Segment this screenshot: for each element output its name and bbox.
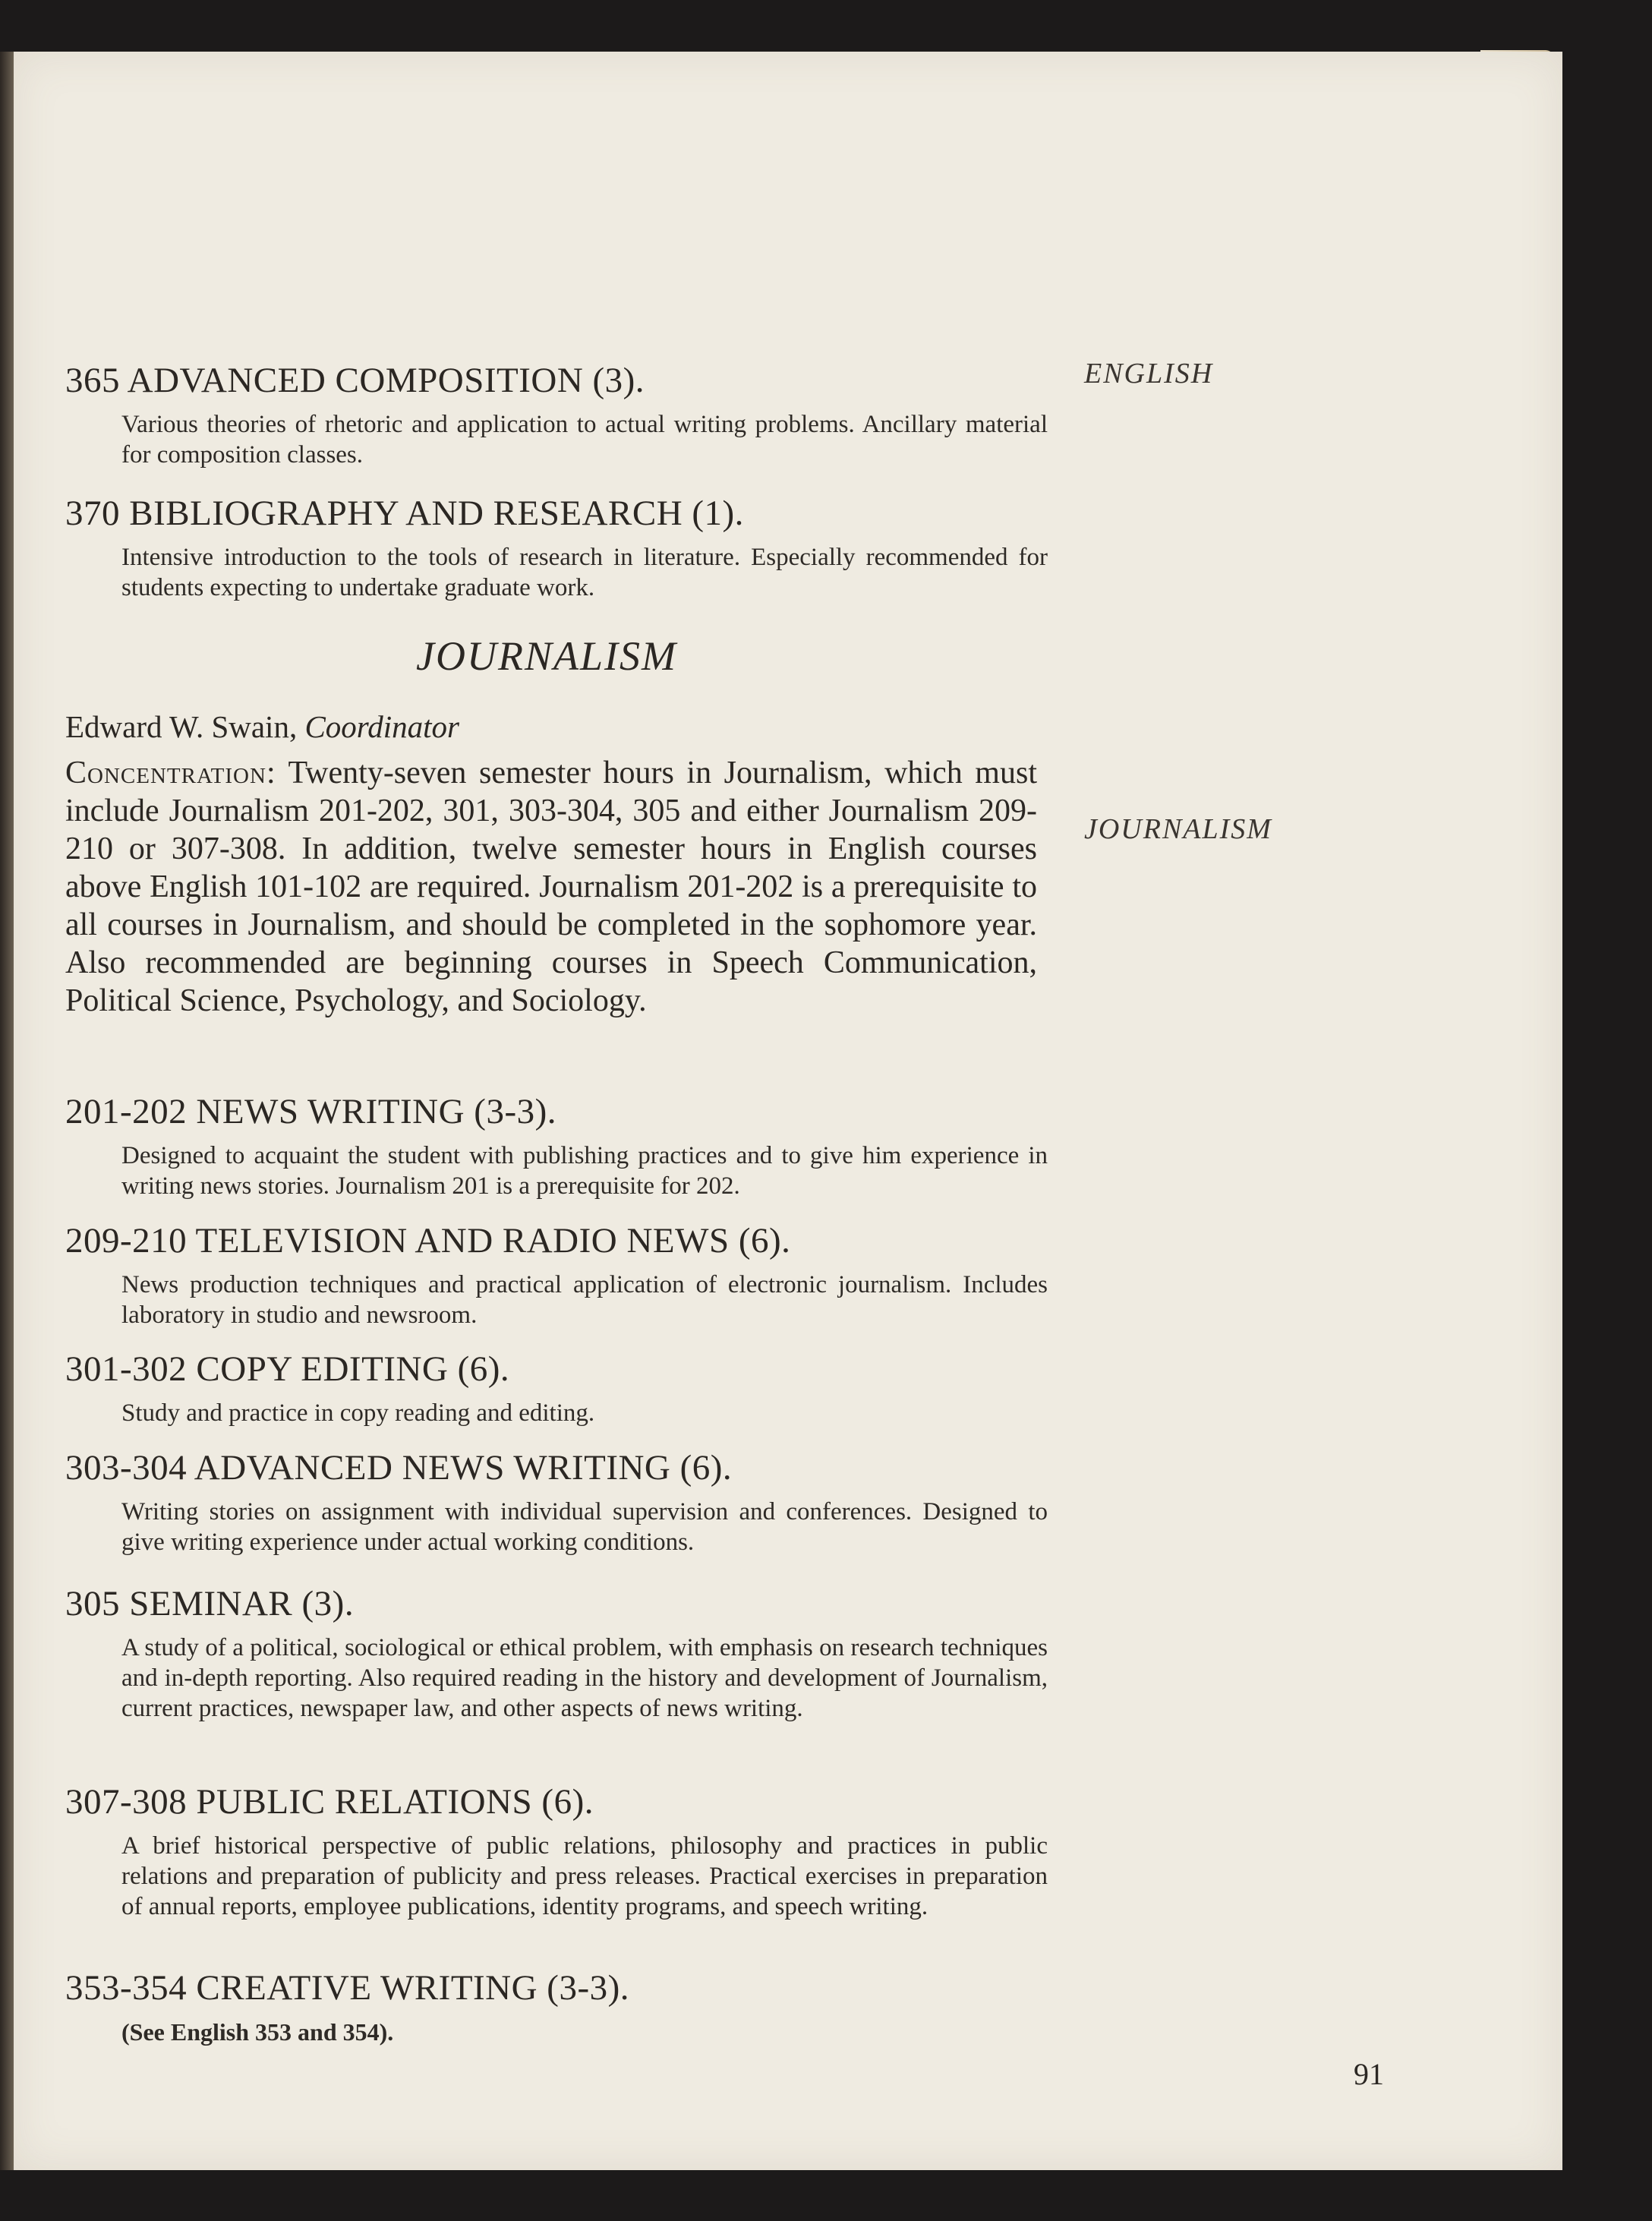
course-title: 201-202 NEWS WRITING (3-3). [65, 1092, 557, 1131]
course-description: A study of a political, sociological or ethical problem, with emphasis on research techniques and in-depth reporting. Also required reading in the history and development of Journalism, current practices, newspaper law, and other aspects of news writing. [121, 1634, 1048, 1722]
course-description: Various theories of rhetoric and application to actual writing problems. Ancillary material for composition classes. [121, 411, 1048, 468]
course-title: 353-354 CREATIVE WRITING (3-3). [65, 1968, 630, 2008]
course-entry [65, 1784, 1052, 1922]
side-label-english: ENGLISH [1084, 358, 1214, 390]
course-title: 365 ADVANCED COMPOSITION (3). [65, 361, 645, 400]
course-title: 303-304 ADVANCED NEWS WRITING (6). [65, 1448, 733, 1488]
course-description: A brief historical perspective of public relations, philosophy and practices in public relations and preparation of publicity and press releases. Practical exercises in preparation of annual reports, employee publications, identity programs, and speech writing. [121, 1832, 1048, 1920]
course-title: 370 BIBLIOGRAPHY AND RESEARCH (1). [65, 494, 744, 533]
book-binding [0, 52, 14, 2170]
concentration-text: Twenty-seven semester hours in Journalism, which must include Journalism 201-202, 301, 303-304, 305 and either Journalism 209-210 or 307-308. In addition, twelve semester hours in English courses above English 101-102 are required. Journalism 201-202 is a prerequisite to all courses in Journalism, and should be completed in the sophomore year. Also recommended are beginning courses in Speech Communication, Political Science, Psychology, and Sociology. [65, 756, 1037, 1018]
book-page [14, 52, 1562, 2170]
course-description: Designed to acquaint the student with publishing practices and to give him experience in writing news stories. Journalism 201 is a prerequisite for 202. [121, 1142, 1048, 1200]
side-label-journalism: JOURNALISM [1084, 813, 1272, 845]
course-entry [65, 1586, 1052, 1724]
course-description: (See English 353 and 354). [121, 2018, 394, 2046]
coordinator-name: Edward W. Swain, [65, 709, 298, 744]
course-entry [65, 363, 1052, 470]
course-description: Intensive introduction to the tools of research in literature. Especially recommended for students expecting to undertake graduate work. [121, 544, 1048, 601]
course-title: 307-308 PUBLIC RELATIONS (6). [65, 1782, 594, 1822]
page-content [14, 52, 1562, 2170]
course-title: 301-302 COPY EDITING (6). [65, 1349, 510, 1389]
course-entry [65, 1349, 1052, 1428]
concentration-paragraph [65, 754, 1037, 1020]
course-description: Study and practice in copy reading and editing. [121, 1399, 595, 1427]
course-entry [65, 1450, 1052, 1557]
course-description: News production techniques and practical application of electronic journalism. Includes laboratory in studio and newsroom. [121, 1271, 1048, 1329]
course-entry [65, 1970, 1052, 2047]
course-description: Writing stories on assignment with individual supervision and conferences. Designed to give writing experience under actual working conditions. [121, 1498, 1048, 1556]
course-title: 209-210 TELEVISION AND RADIO NEWS (6). [65, 1221, 791, 1260]
course-entry [65, 496, 1052, 603]
section-heading: JOURNALISM [416, 633, 677, 679]
page-number: 91 [1354, 2057, 1384, 2091]
course-entry [65, 1223, 1052, 1330]
coordinator-title: Coordinator [304, 709, 459, 744]
coordinator-line [65, 708, 459, 745]
concentration-lead: Concentration: [65, 756, 276, 790]
course-entry [65, 1094, 1052, 1201]
course-title: 305 SEMINAR (3). [65, 1584, 355, 1623]
